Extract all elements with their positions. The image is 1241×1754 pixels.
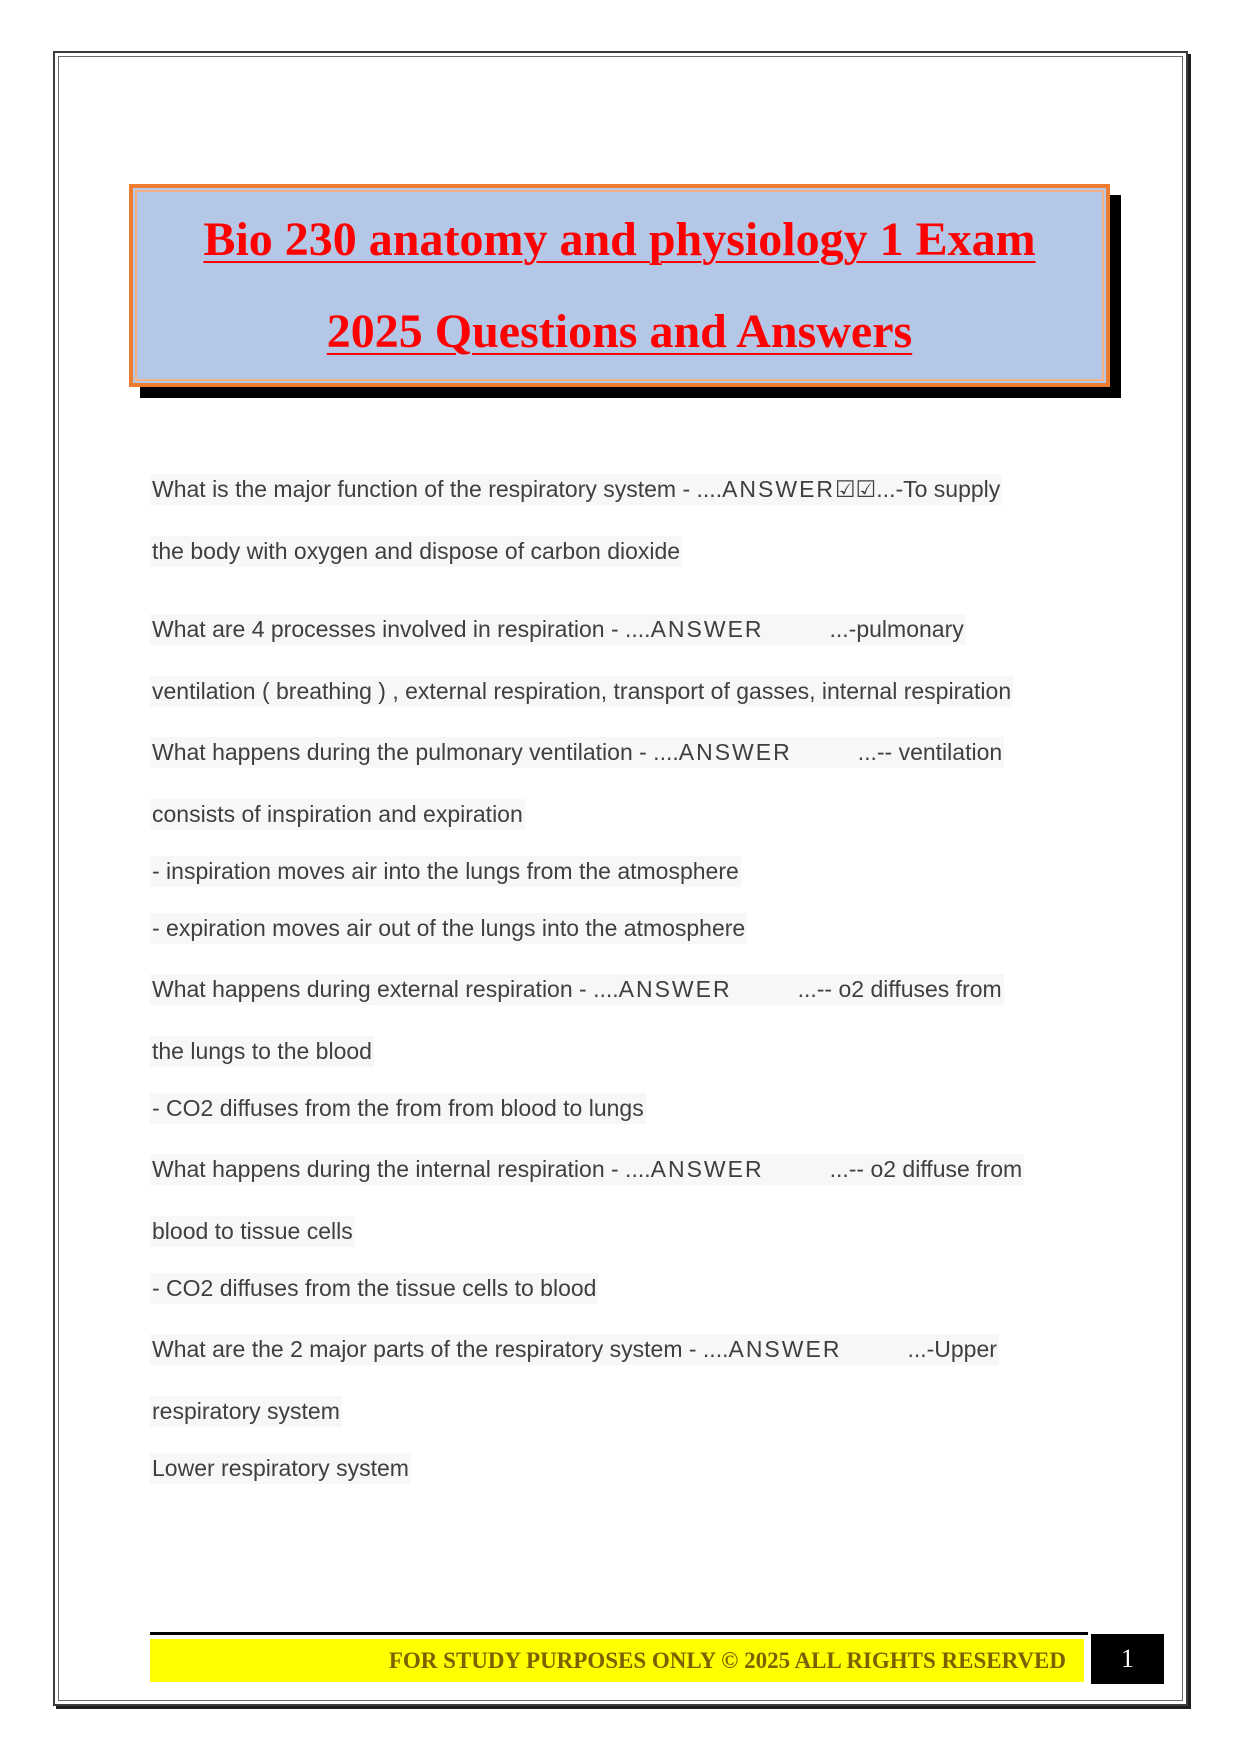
qa-3-answer-line-3: - expiration moves air out of the lungs into the atmosphere (150, 913, 747, 944)
qa-3-answer-label: ANSWER (678, 739, 792, 765)
qa-6-answer-label: ANSWER (728, 1336, 842, 1362)
qa-6-question-line (150, 1334, 999, 1365)
qa-4-answer-line-1: the lungs to the blood (150, 1036, 374, 1067)
qa-3-answer-line-2: - inspiration moves air into the lungs from the atmosphere (150, 856, 741, 887)
qa-6-answer-start: ...-Upper (907, 1336, 997, 1362)
qa-6-answer-line-1: respiratory system (150, 1396, 342, 1427)
qa-5-answer-line-2: - CO2 diffuses from the tissue cells to blood (150, 1273, 598, 1304)
qa-2-question: What are 4 processes involved in respiration - .... (152, 616, 651, 642)
qa-3-question: What happens during the pulmonary ventilation - .... (152, 739, 679, 765)
qa-1-answer-start: ...-To supply (876, 476, 1001, 502)
footer-text: FOR STUDY PURPOSES ONLY © 2025 ALL RIGHTS RESERVED (388, 1647, 1066, 1673)
qa-5-question: What happens during the internal respiration - .... (152, 1156, 651, 1182)
qa-3-answer-start: ...-- ventilation (857, 739, 1003, 765)
qa-1-question-line (150, 474, 1002, 505)
qa-3-answer-line-1: consists of inspiration and expiration (150, 799, 525, 830)
qa-5-answer-line-1: blood to tissue cells (150, 1216, 355, 1247)
qa-2-question-line (150, 614, 966, 645)
qa-1-answer-line-1: the body with oxygen and dispose of carbon dioxide (150, 536, 682, 567)
qa-6-answer-line-2: Lower respiratory system (150, 1453, 411, 1484)
qa-4-question: What happens during external respiration - .... (152, 976, 619, 1002)
checkbox-icon: ☑☑ (835, 476, 877, 502)
qa-5-answer-start: ...-- o2 diffuse from (829, 1156, 1023, 1182)
qa-5-answer-label: ANSWER (650, 1156, 764, 1182)
qa-4-question-line (150, 974, 1004, 1005)
footer-rule (150, 1632, 1088, 1635)
title-line-2: 2025 Questions and Answers (326, 304, 913, 358)
page-number: 1 (1091, 1634, 1164, 1684)
qa-2-answer-label: ANSWER (650, 616, 764, 642)
qa-4-answer-start: ...-- o2 diffuses from (797, 976, 1002, 1002)
footer-band (150, 1639, 1084, 1682)
qa-6-question: What are the 2 major parts of the respiratory system - .... (152, 1336, 729, 1362)
title-box (129, 184, 1110, 387)
qa-5-question-line (150, 1154, 1024, 1185)
qa-1-question: What is the major function of the respiratory system - .... (152, 476, 723, 502)
title-line-1: Bio 230 anatomy and physiology 1 Exam (203, 212, 1036, 266)
qa-2-answer-start: ...-pulmonary (829, 616, 964, 642)
qa-2-answer-line-1: ventilation ( breathing ) , external respiration, transport of gasses, internal respiration (150, 676, 1013, 707)
qa-3-question-line (150, 737, 1004, 768)
qa-1-answer-label: ANSWER (722, 476, 836, 502)
qa-4-answer-line-2: - CO2 diffuses from the from from blood to lungs (150, 1093, 646, 1124)
qa-4-answer-label: ANSWER (618, 976, 732, 1002)
